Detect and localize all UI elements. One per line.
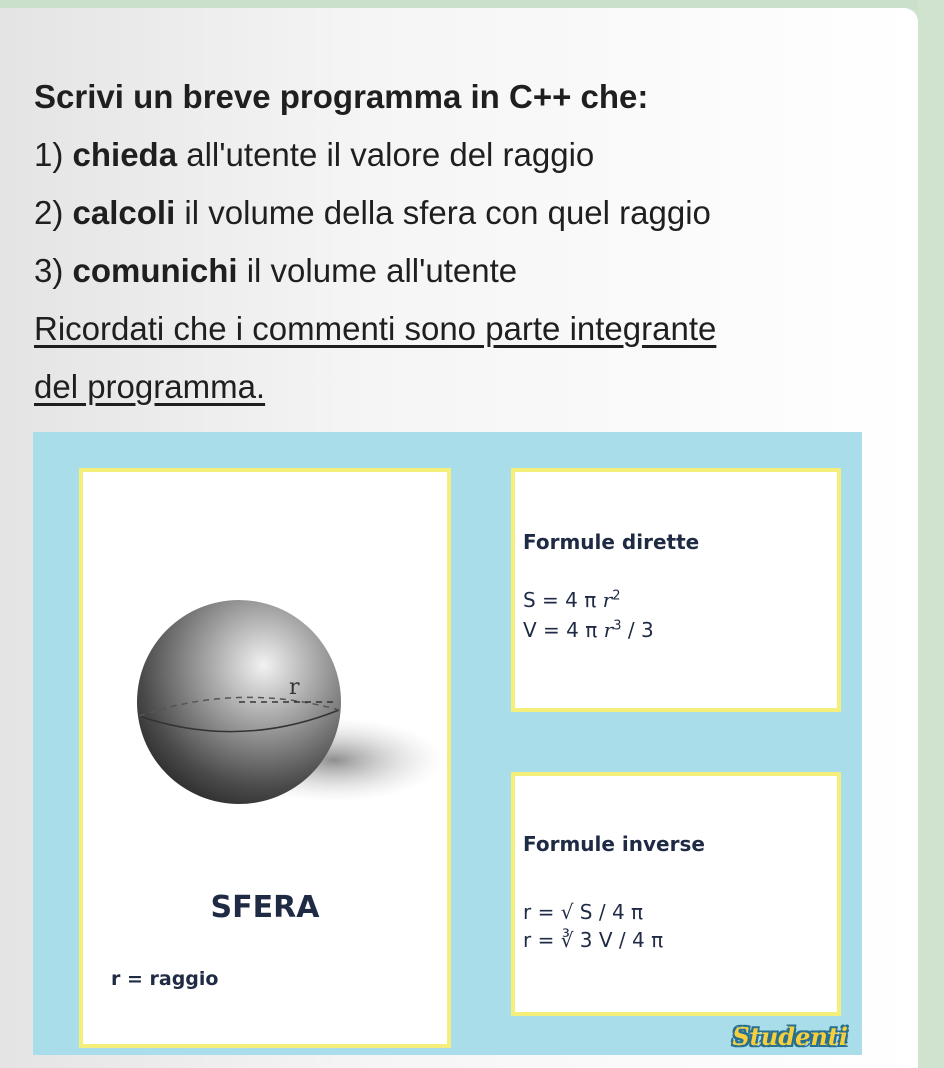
step-3 — [34, 242, 874, 300]
note-line-2: del programma. — [34, 368, 266, 405]
direct-formulas-title: Formule dirette — [523, 530, 700, 554]
step-number: 2) — [34, 194, 64, 231]
exercise-heading: Scrivi un breve programma in C++ che: — [34, 78, 649, 115]
sphere-title: SFERA — [210, 890, 320, 925]
volume-formula-prefix: V = 4 π — [523, 618, 598, 642]
sphere-illustration — [129, 590, 449, 830]
volume-formula-var: r — [603, 618, 614, 642]
step-number: 3) — [34, 252, 64, 289]
surface-formula-prefix: S = 4 π — [523, 588, 597, 612]
volume-formula — [523, 618, 654, 642]
step-text: all'utente il valore del raggio — [186, 136, 595, 173]
inverse-formulas-title: Formule inverse — [523, 832, 705, 856]
studenti-logo: Studenti — [732, 1022, 848, 1051]
volume-formula-suffix: / 3 — [627, 618, 654, 642]
volume-formula-exp: 3 — [613, 618, 622, 634]
direct-formulas-panel — [511, 468, 841, 712]
step-2 — [34, 184, 874, 242]
step-1 — [34, 126, 874, 184]
step-verb: chieda — [72, 136, 178, 173]
step-verb: comunichi — [72, 252, 238, 289]
step-number: 1) — [34, 136, 64, 173]
radius-label: r — [289, 675, 300, 700]
surface-formula-exp: 2 — [612, 588, 621, 604]
step-text: il volume della sfera con quel raggio — [184, 194, 711, 231]
surface-formula-var: r — [602, 588, 613, 612]
step-text: il volume all'utente — [246, 252, 518, 289]
radius-from-surface-formula: r = √ S / 4 π — [523, 900, 644, 924]
exercise-text — [34, 68, 874, 416]
surface-formula — [523, 588, 621, 612]
inverse-formulas-panel — [511, 772, 841, 1016]
radius-legend: r = raggio — [111, 968, 219, 990]
sphere-panel — [79, 468, 451, 1048]
background-right — [918, 0, 944, 1055]
sphere-figure — [33, 432, 862, 1055]
step-verb: calcoli — [72, 194, 176, 231]
radius-from-volume-formula: r = ∛ 3 V / 4 π — [523, 928, 664, 952]
note-line-1: Ricordati che i commenti sono parte integrante — [34, 310, 717, 347]
